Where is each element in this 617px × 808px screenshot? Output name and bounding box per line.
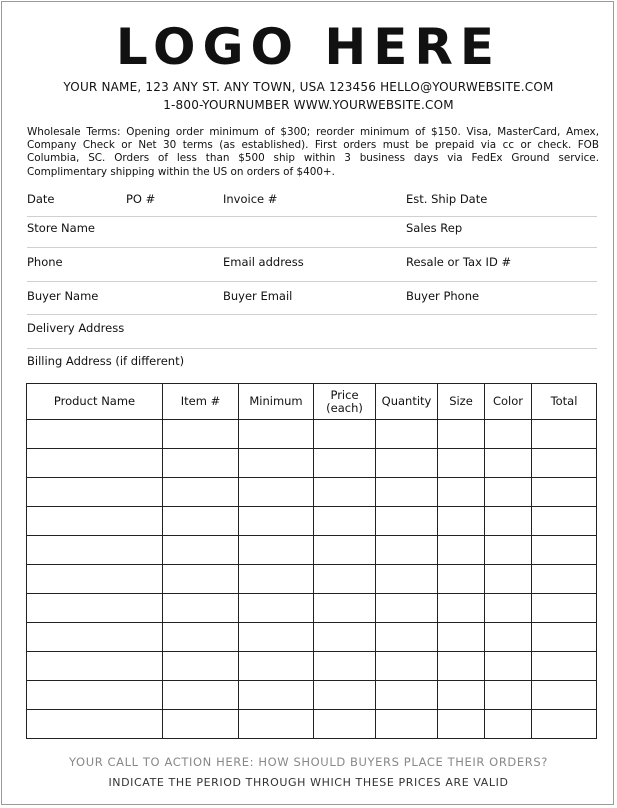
price-header-line2: (each)	[326, 400, 363, 415]
cell-total[interactable]	[532, 623, 597, 652]
cell-minimum[interactable]	[239, 507, 314, 536]
resale-tax-field-label[interactable]: Resale or Tax ID #	[406, 255, 512, 269]
table-row	[27, 565, 597, 594]
cell-color[interactable]	[485, 449, 532, 478]
table-header-row	[27, 384, 597, 420]
column-header-total: Total	[532, 384, 597, 420]
cell-quantity[interactable]	[376, 565, 438, 594]
table-row	[27, 536, 597, 565]
cell-quantity[interactable]	[376, 623, 438, 652]
cell-size[interactable]	[438, 565, 485, 594]
cell-product-name[interactable]	[27, 594, 163, 623]
cell-total[interactable]	[532, 710, 597, 739]
cell-item-number[interactable]	[163, 710, 239, 739]
cell-total[interactable]	[532, 420, 597, 449]
product-order-table	[26, 383, 597, 739]
table-row	[27, 710, 597, 739]
cell-price-each[interactable]	[314, 594, 376, 623]
billing-address-field-label[interactable]: Billing Address (if different)	[27, 354, 185, 368]
cell-product-name[interactable]	[27, 478, 163, 507]
cell-minimum[interactable]	[239, 565, 314, 594]
email-field-label[interactable]: Email address	[223, 255, 304, 269]
buyer-email-field-label[interactable]: Buyer Email	[223, 289, 293, 303]
table-row	[27, 623, 597, 652]
phone-field-label[interactable]: Phone	[27, 255, 63, 269]
column-header-product-name: Product Name	[27, 384, 163, 420]
cell-item-number[interactable]	[163, 652, 239, 681]
divider	[27, 247, 597, 248]
delivery-address-field-label[interactable]: Delivery Address	[27, 321, 125, 335]
table-row	[27, 420, 597, 449]
cell-minimum[interactable]	[239, 623, 314, 652]
cell-quantity[interactable]	[376, 478, 438, 507]
table-row	[27, 652, 597, 681]
buyer-name-field-label[interactable]: Buyer Name	[27, 289, 99, 303]
cell-product-name[interactable]	[27, 449, 163, 478]
cell-product-name[interactable]	[27, 710, 163, 739]
buyer-phone-field-label[interactable]: Buyer Phone	[406, 289, 480, 303]
divider	[27, 281, 597, 282]
cell-quantity[interactable]	[376, 420, 438, 449]
cell-quantity[interactable]	[376, 710, 438, 739]
column-header-minimum: Minimum	[239, 384, 314, 420]
column-header-quantity: Quantity	[376, 384, 438, 420]
cell-size[interactable]	[438, 449, 485, 478]
cell-item-number[interactable]	[163, 420, 239, 449]
price-validity-note: INDICATE THE PERIOD THROUGH WHICH THESE PRICES ARE VALID	[108, 776, 509, 789]
cell-size[interactable]	[438, 478, 485, 507]
cell-quantity[interactable]	[376, 536, 438, 565]
table-row	[27, 507, 597, 536]
cell-size[interactable]	[438, 652, 485, 681]
cell-product-name[interactable]	[27, 507, 163, 536]
cell-color[interactable]	[485, 565, 532, 594]
cell-minimum[interactable]	[239, 420, 314, 449]
divider	[27, 314, 597, 315]
cell-total[interactable]	[532, 681, 597, 710]
cell-price-each[interactable]	[314, 565, 376, 594]
po-field-label[interactable]: PO #	[126, 192, 156, 206]
cell-size[interactable]	[438, 507, 485, 536]
invoice-field-label[interactable]: Invoice #	[223, 192, 278, 206]
cell-size[interactable]	[438, 681, 485, 710]
cell-price-each[interactable]	[314, 478, 376, 507]
cell-color[interactable]	[485, 420, 532, 449]
cell-size[interactable]	[438, 594, 485, 623]
cell-size[interactable]	[438, 623, 485, 652]
cell-size[interactable]	[438, 420, 485, 449]
cell-size[interactable]	[438, 536, 485, 565]
cell-price-each[interactable]	[314, 449, 376, 478]
cell-item-number[interactable]	[163, 623, 239, 652]
cell-minimum[interactable]	[239, 652, 314, 681]
cell-quantity[interactable]	[376, 507, 438, 536]
product-rows	[27, 420, 597, 739]
column-header-size: Size	[438, 384, 485, 420]
wholesale-terms: Wholesale Terms: Opening order minimum of $300; reorder minimum of $150. Visa, MasterCard, Amex, Company Check or Net 30 terms (as established). First orders must be prepaid via cc or check. FOB Columbia, SC. Orders of less than $500 ship within 3 business days via FedEx Ground service. Complimentary shipping within the US on orders of $400+.	[27, 126, 599, 178]
cell-minimum[interactable]	[239, 594, 314, 623]
cell-price-each[interactable]	[314, 420, 376, 449]
cell-quantity[interactable]	[376, 594, 438, 623]
cell-color[interactable]	[485, 652, 532, 681]
column-header-item-number: Item #	[163, 384, 239, 420]
cell-product-name[interactable]	[27, 623, 163, 652]
cell-quantity[interactable]	[376, 652, 438, 681]
divider	[27, 216, 597, 217]
contact-line-address: YOUR NAME, 123 ANY ST. ANY TOWN, USA 123456 HELLO@YOURWEBSITE.COM	[63, 80, 554, 94]
contact-line-phone-web: 1-800-YOURNUMBER WWW.YOURWEBSITE.COM	[163, 98, 454, 112]
cell-total[interactable]	[532, 652, 597, 681]
ship-date-field-label[interactable]: Est. Ship Date	[406, 192, 488, 206]
cell-product-name[interactable]	[27, 536, 163, 565]
cell-price-each[interactable]	[314, 536, 376, 565]
cell-color[interactable]	[485, 681, 532, 710]
date-field-label[interactable]: Date	[27, 192, 55, 206]
cell-minimum[interactable]	[239, 536, 314, 565]
cell-minimum[interactable]	[239, 478, 314, 507]
cell-quantity[interactable]	[376, 681, 438, 710]
cell-item-number[interactable]	[163, 594, 239, 623]
column-header-price-each	[314, 384, 376, 420]
cell-product-name[interactable]	[27, 681, 163, 710]
cell-price-each[interactable]	[314, 623, 376, 652]
cell-item-number[interactable]	[163, 478, 239, 507]
cell-color[interactable]	[485, 478, 532, 507]
cell-size[interactable]	[438, 710, 485, 739]
cell-color[interactable]	[485, 507, 532, 536]
cell-color[interactable]	[485, 623, 532, 652]
store-name-field-label[interactable]: Store Name	[27, 221, 95, 235]
cell-item-number[interactable]	[163, 449, 239, 478]
cell-total[interactable]	[532, 565, 597, 594]
cell-total[interactable]	[532, 594, 597, 623]
cell-product-name[interactable]	[27, 565, 163, 594]
cell-color[interactable]	[485, 536, 532, 565]
cell-item-number[interactable]	[163, 681, 239, 710]
cell-price-each[interactable]	[314, 681, 376, 710]
price-header-line1: Price	[330, 387, 359, 402]
cell-color[interactable]	[485, 594, 532, 623]
table-row	[27, 594, 597, 623]
table-row	[27, 449, 597, 478]
cell-item-number[interactable]	[163, 536, 239, 565]
cell-total[interactable]	[532, 478, 597, 507]
sales-rep-field-label[interactable]: Sales Rep	[406, 221, 463, 235]
table-row	[27, 478, 597, 507]
cell-minimum[interactable]	[239, 449, 314, 478]
cell-color[interactable]	[485, 710, 532, 739]
table-row	[27, 681, 597, 710]
cell-minimum[interactable]	[239, 681, 314, 710]
cell-price-each[interactable]	[314, 710, 376, 739]
cell-item-number[interactable]	[163, 507, 239, 536]
cell-total[interactable]	[532, 536, 597, 565]
cell-total[interactable]	[532, 507, 597, 536]
call-to-action: YOUR CALL TO ACTION HERE: HOW SHOULD BUYERS PLACE THEIR ORDERS?	[69, 755, 548, 769]
cell-price-each[interactable]	[314, 652, 376, 681]
cell-product-name[interactable]	[27, 420, 163, 449]
logo-placeholder: LOGO HERE	[115, 18, 502, 76]
cell-item-number[interactable]	[163, 565, 239, 594]
cell-product-name[interactable]	[27, 652, 163, 681]
cell-price-each[interactable]	[314, 507, 376, 536]
column-header-color: Color	[485, 384, 532, 420]
divider	[27, 348, 597, 349]
cell-total[interactable]	[532, 449, 597, 478]
cell-quantity[interactable]	[376, 449, 438, 478]
cell-minimum[interactable]	[239, 710, 314, 739]
